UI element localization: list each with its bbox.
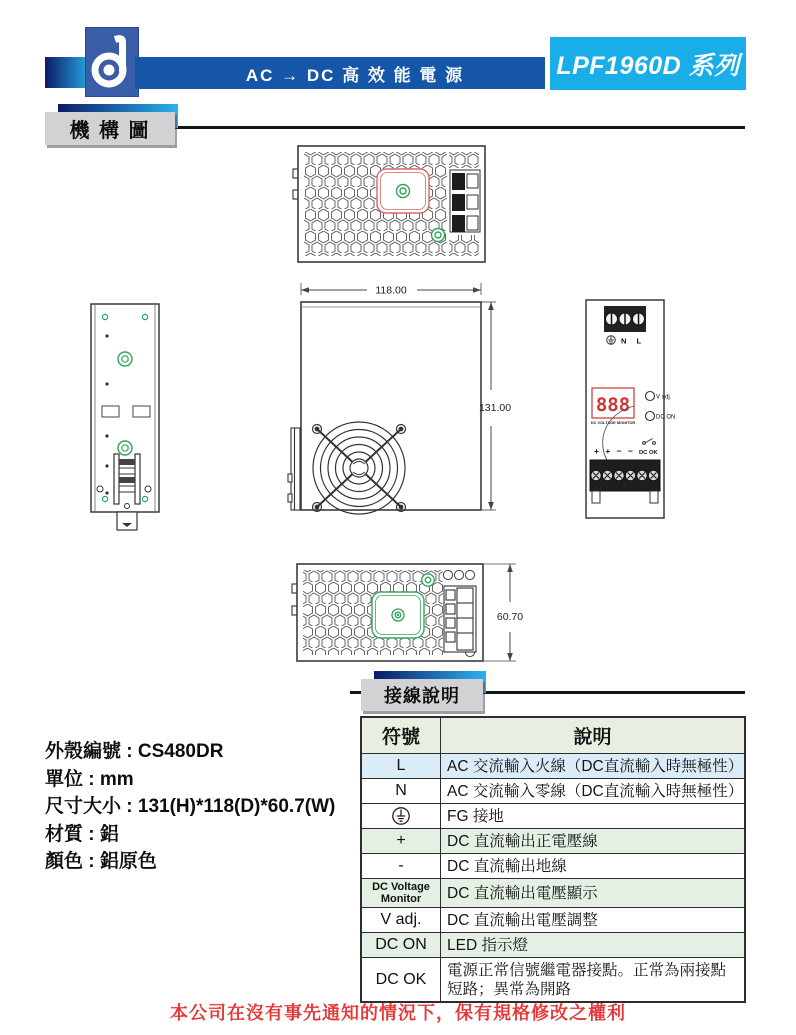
symbol-cell: N [361, 779, 441, 804]
dim-height-label: 131.00 [478, 402, 512, 414]
bottom-terminal-block [444, 586, 476, 652]
dim-depth-label: 60.70 [496, 611, 524, 623]
spec-line: 外殼編號 : CS480DR [45, 741, 224, 762]
desc-cell: DC 直流輸出正電壓線 [441, 829, 746, 854]
top-view-drawing [291, 143, 491, 265]
input-labels: N L [621, 336, 646, 346]
desc-cell: FG 接地 [441, 804, 746, 829]
table-row [361, 908, 745, 933]
desc-cell: DC 直流輸出電壓調整 [441, 908, 746, 933]
side-view-drawing [78, 296, 174, 536]
wiring-table-body [361, 754, 745, 1003]
series-title: LPF1960D 系列 [550, 37, 746, 90]
bottom-view-drawing [288, 560, 538, 666]
dcon-led [646, 412, 655, 421]
vadj-pot [646, 392, 655, 401]
wiring-table [360, 716, 746, 1003]
brand-logo [85, 27, 139, 97]
panel-view-drawing [578, 294, 696, 526]
spec-line: 單位 : mm [45, 768, 134, 790]
mechanism-rule-line [175, 126, 745, 129]
table-row [361, 829, 745, 854]
table-row [361, 879, 745, 908]
symbol-cell: L [361, 754, 441, 779]
wiring-table-wrap [360, 716, 746, 1003]
desc-cell: AC 交流輸入火線（DC直流輸入時無極性） [441, 754, 746, 779]
mechanism-section-title: 機 構 圖 [45, 112, 175, 145]
table-row [361, 779, 745, 804]
desc-cell: DC 直流輸出電壓顯示 [441, 879, 746, 908]
logo-d-icon [88, 30, 136, 94]
desc-cell: LED 指示燈 [441, 933, 746, 958]
dcon-label: DC ON [656, 414, 676, 421]
ground-icon [391, 806, 411, 826]
input-terminal-block [604, 306, 646, 332]
display-digits: 888 [595, 394, 631, 416]
symbol-cell: + [361, 829, 441, 854]
table-row [361, 958, 745, 1003]
desc-cell: DC 直流輸出地線 [441, 854, 746, 879]
voltage-monitor-display [591, 388, 635, 425]
footer-notice: 本公司在沒有事先通知的情況下，保有規格修改之權利 [170, 1003, 626, 1023]
symbol-header: 符號 [361, 717, 441, 754]
description-header: 說明 [441, 717, 746, 754]
dcok-label: DC OK [639, 450, 658, 456]
table-row [361, 854, 745, 879]
wiring-section-title: 接線說明 [361, 679, 483, 711]
symbol-cell [361, 804, 441, 829]
dim-width-label: 118.00 [375, 284, 407, 297]
spec-line: 顏色 : 鋁原色 [45, 851, 157, 872]
side-bracket [288, 428, 300, 510]
table-header-row [361, 717, 745, 754]
front-view-drawing [283, 278, 515, 528]
desc-cell: 電源正常信號繼電器接點。正常為兩接點短路；異常為開路 [441, 958, 746, 1003]
header-tagline: AC → DC 高 效 能 電 源 [135, 57, 545, 89]
vadj-label: V adj. [656, 394, 672, 401]
table-row [361, 754, 745, 779]
table-row [361, 804, 745, 829]
spec-line: 材質 : 鋁 [45, 823, 119, 845]
spec-list [45, 738, 335, 876]
polarity-labels: + + − − [594, 446, 635, 456]
desc-cell: AC 交流輸入零線（DC直流輸入時無極性） [441, 779, 746, 804]
spec-line: 尺寸大小 : 131(H)*118(D)*60.7(W) [45, 796, 336, 817]
symbol-cell: V adj. [361, 908, 441, 933]
display-label: DC VOLTAGE MONITOR [590, 420, 636, 425]
symbol-cell: DC Voltage Monitor [361, 879, 441, 908]
symbol-cell: - [361, 854, 441, 879]
symbol-cell: DC OK [361, 958, 441, 1003]
symbol-cell: DC ON [361, 933, 441, 958]
table-row [361, 933, 745, 958]
